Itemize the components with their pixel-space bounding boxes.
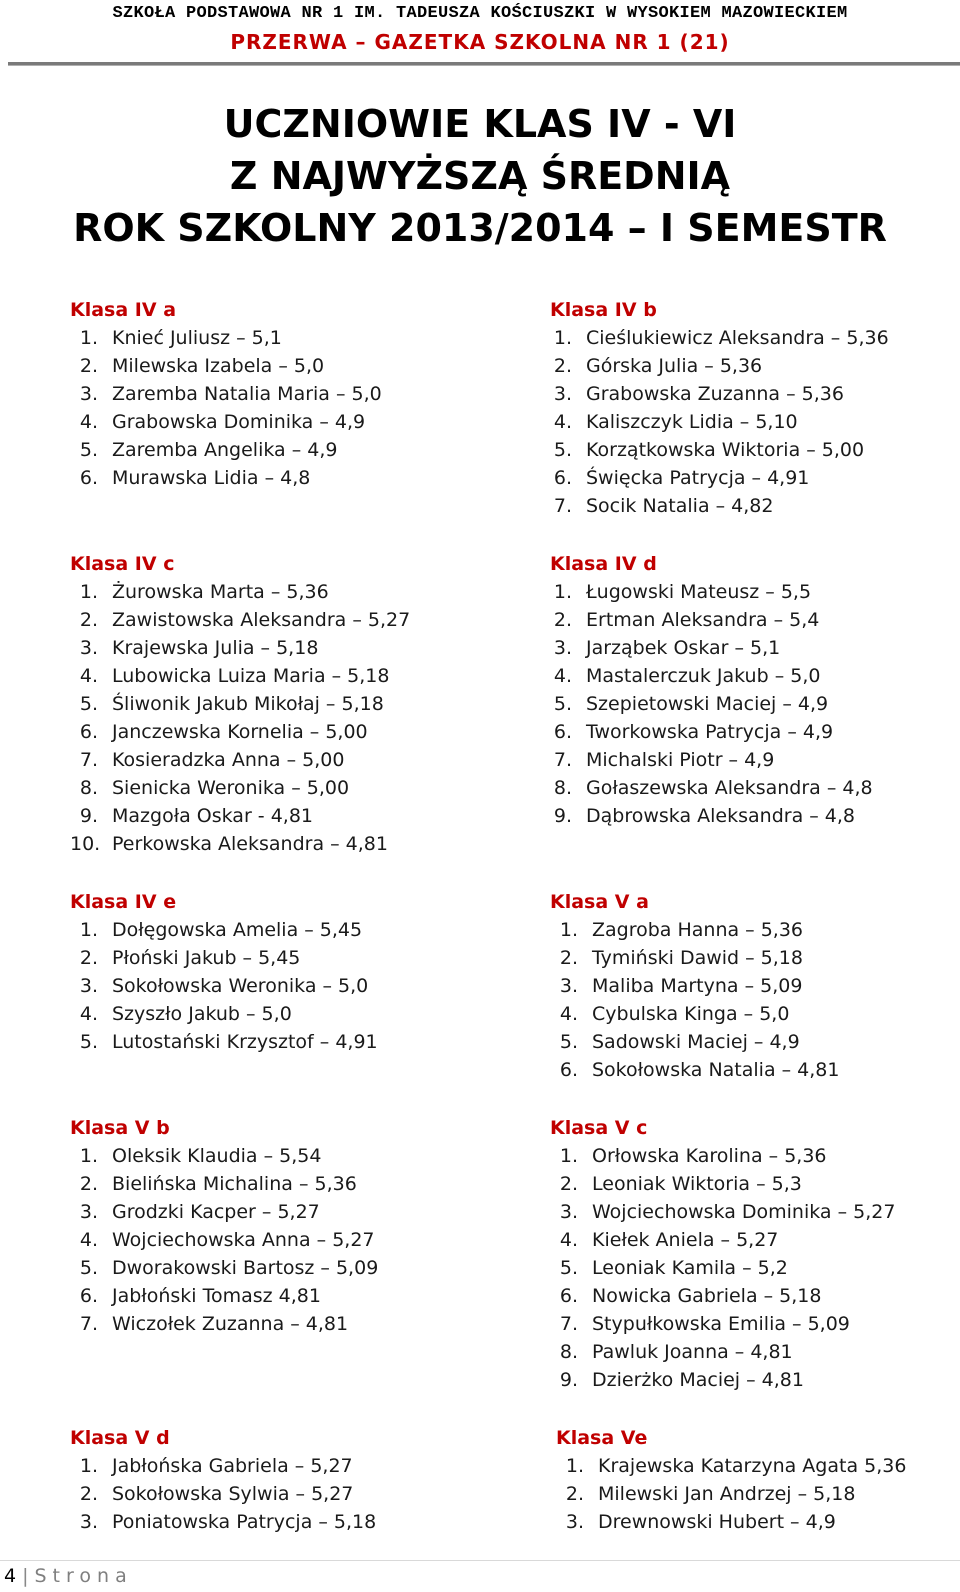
entry-text: Milewski Jan Andrzej – 5,18 [598, 1483, 856, 1505]
entry-number: 5. [79, 1257, 98, 1279]
footer-divider [0, 1560, 960, 1561]
school-name: SZKOŁA PODSTAWOWA NR 1 IM. TADEUSZA KOŚCIUSZKI W WYSOKIEM MAZOWIECKIEM [112, 4, 848, 23]
entry-text: Leoniak Wiktoria – 5,3 [592, 1173, 802, 1195]
header-divider [8, 62, 960, 66]
entry-number: 4. [553, 411, 572, 433]
entry-text: Kiełek Aniela – 5,27 [592, 1229, 779, 1251]
entry-number: 6. [79, 467, 98, 489]
entry-number: 2. [553, 609, 572, 631]
entry-number: 6. [553, 721, 572, 743]
entry-number: 5. [79, 693, 98, 715]
student-entry [550, 1198, 895, 1226]
entry-number: 3. [559, 1201, 578, 1223]
entry-text: Grabowska Dominika – 4,9 [112, 411, 366, 433]
entry-number: 3. [553, 637, 572, 659]
entry-text: Tymiński Dawid – 5,18 [592, 947, 803, 969]
entry-number: 1. [79, 1455, 98, 1477]
entry-text: Mazgoła Oskar - 4,81 [112, 805, 313, 827]
entry-number: 1. [79, 581, 98, 603]
student-entry [70, 1310, 378, 1338]
entry-number: 1. [79, 327, 98, 349]
entry-number: 9. [79, 805, 98, 827]
entry-number: 8. [79, 777, 98, 799]
student-entry [550, 578, 873, 606]
entry-text: Gołaszewska Aleksandra – 4,8 [586, 777, 873, 799]
page-title [0, 98, 960, 254]
entry-number: 6. [79, 1285, 98, 1307]
entry-number: 2. [559, 947, 578, 969]
student-entry [556, 1508, 906, 1536]
student-entry [550, 718, 873, 746]
student-entry [70, 746, 410, 774]
student-entry [70, 972, 378, 1000]
entry-text: Zawistowska Aleksandra – 5,27 [112, 609, 411, 631]
entry-text: Dołęgowska Amelia – 5,45 [112, 919, 363, 941]
entry-text: Cybulska Kinga – 5,0 [592, 1003, 790, 1025]
entry-text: Korzątkowska Wiktoria – 5,00 [586, 439, 865, 461]
entry-text: Maliba Martyna – 5,09 [592, 975, 803, 997]
entry-text: Jarząbek Oskar – 5,1 [586, 637, 781, 659]
student-entry [70, 606, 410, 634]
entry-text: Stypułkowska Emilia – 5,09 [592, 1313, 850, 1335]
entry-number: 6. [559, 1059, 578, 1081]
class-heading: Klasa V c [550, 1117, 648, 1139]
entry-number: 6. [79, 721, 98, 743]
student-entry [70, 830, 410, 858]
entry-number: 7. [79, 749, 98, 771]
student-entry [550, 1366, 895, 1394]
entry-number: 5. [553, 693, 572, 715]
title-line-2: Z NAJWYŻSZĄ ŚREDNIĄ [229, 154, 731, 198]
entry-text: Orłowska Karolina – 5,36 [592, 1145, 827, 1167]
entry-number: 5. [559, 1031, 578, 1053]
entry-number: 2. [553, 355, 572, 377]
entry-number: 5. [79, 439, 98, 461]
entry-number: 3. [79, 637, 98, 659]
entry-number: 6. [553, 467, 572, 489]
entry-text: Lubowicka Luiza Maria – 5,18 [112, 665, 390, 687]
student-entry [550, 944, 839, 972]
student-entry [550, 1056, 839, 1084]
entry-text: Śliwonik Jakub Mikołaj – 5,18 [112, 693, 384, 715]
entry-text: Dzierżko Maciej – 4,81 [592, 1369, 804, 1391]
entry-number: 8. [559, 1341, 578, 1363]
student-entry [70, 802, 410, 830]
entry-text: Grodzki Kacper – 5,27 [112, 1201, 320, 1223]
student-entry [550, 436, 889, 464]
entry-text: Milewska Izabela – 5,0 [112, 355, 325, 377]
class-section-iv-a [70, 296, 382, 492]
student-entry [550, 408, 889, 436]
class-heading: Klasa Ve [556, 1427, 648, 1449]
entry-number: 2. [79, 1483, 98, 1505]
student-entry [550, 352, 889, 380]
entry-text: Zagroba Hanna – 5,36 [592, 919, 804, 941]
entry-number: 5. [79, 1031, 98, 1053]
entry-text: Krajewska Katarzyna Agata 5,36 [598, 1455, 907, 1477]
page-word: Strona [34, 1565, 133, 1587]
class-section-v-d [70, 1424, 376, 1536]
class-heading: Klasa V d [70, 1427, 170, 1449]
gazette-title: PRZERWA – GAZETKA SZKOLNA NR 1 (21) [230, 30, 730, 54]
entry-number: 1. [559, 1145, 578, 1167]
student-entry [550, 606, 873, 634]
entry-text: Ertman Aleksandra – 5,4 [586, 609, 820, 631]
entry-text: Mastalerczuk Jakub – 5,0 [586, 665, 821, 687]
entry-number: 2. [79, 1173, 98, 1195]
entry-text: Krajewska Julia – 5,18 [112, 637, 319, 659]
student-entry [70, 1198, 378, 1226]
class-section-v-b [70, 1114, 378, 1338]
student-entry [550, 1170, 895, 1198]
entry-number: 7. [553, 495, 572, 517]
class-heading: Klasa IV b [550, 299, 657, 321]
class-heading: Klasa V b [70, 1117, 170, 1139]
student-entry [70, 634, 410, 662]
entry-number: 8. [553, 777, 572, 799]
entry-number: 7. [553, 749, 572, 771]
student-entry [70, 1254, 378, 1282]
entry-text: Kosieradzka Anna – 5,00 [112, 749, 345, 771]
student-entry [556, 1480, 906, 1508]
student-entry [550, 324, 889, 352]
student-entry [550, 690, 873, 718]
entry-text: Murawska Lidia – 4,8 [112, 467, 311, 489]
entry-number: 4. [559, 1003, 578, 1025]
entry-text: Leoniak Kamila – 5,2 [592, 1257, 788, 1279]
student-entry [550, 662, 873, 690]
entry-number: 5. [553, 439, 572, 461]
entry-number: 3. [79, 1201, 98, 1223]
entry-number: 3. [79, 1511, 98, 1533]
page-number: 4 [4, 1565, 17, 1587]
class-section-iv-e [70, 888, 378, 1056]
entry-text: Szyszło Jakub – 5,0 [112, 1003, 292, 1025]
entry-text: Górska Julia – 5,36 [586, 355, 763, 377]
entry-text: Wojciechowska Dominika – 5,27 [592, 1201, 896, 1223]
student-entry [70, 464, 382, 492]
student-entry [70, 1142, 378, 1170]
entry-number: 6. [559, 1285, 578, 1307]
entry-text: Kaliszczyk Lidia – 5,10 [586, 411, 798, 433]
class-section-iv-b [550, 296, 889, 520]
footer-separator: | [22, 1565, 29, 1587]
entry-text: Grabowska Zuzanna – 5,36 [586, 383, 844, 405]
class-section-v-e [556, 1424, 906, 1536]
student-entry [550, 916, 839, 944]
entry-text: Bielińska Michalina – 5,36 [112, 1173, 357, 1195]
student-entry [70, 408, 382, 436]
student-entry [550, 1000, 839, 1028]
entry-number: 2. [559, 1173, 578, 1195]
entry-number: 5. [559, 1257, 578, 1279]
entry-number: 3. [559, 975, 578, 997]
page-footer [4, 1565, 133, 1587]
entry-number: 4. [79, 1003, 98, 1025]
entry-number: 3. [79, 383, 98, 405]
entry-text: Dąbrowska Aleksandra – 4,8 [586, 805, 856, 827]
entry-number: 1. [553, 327, 572, 349]
entry-text: Perkowska Aleksandra – 4,81 [112, 833, 388, 855]
student-entry [550, 1282, 895, 1310]
class-heading: Klasa IV d [550, 553, 657, 575]
entry-text: Pawluk Joanna – 4,81 [592, 1341, 793, 1363]
student-entry [70, 1480, 376, 1508]
class-section-iv-c [70, 550, 410, 858]
entry-text: Szepietowski Maciej – 4,9 [586, 693, 829, 715]
student-entry [70, 944, 378, 972]
entry-text: Knieć Juliusz – 5,1 [112, 327, 282, 349]
entry-number: 3. [565, 1511, 584, 1533]
entry-text: Jabłońska Gabriela – 5,27 [112, 1455, 353, 1477]
entry-text: Sadowski Maciej – 4,9 [592, 1031, 800, 1053]
class-heading: Klasa IV c [70, 553, 175, 575]
entry-text: Płoński Jakub – 5,45 [112, 947, 301, 969]
entry-text: Sokołowska Sylwia – 5,27 [112, 1483, 354, 1505]
entry-text: Cieślukiewicz Aleksandra – 5,36 [586, 327, 889, 349]
student-entry [70, 1226, 378, 1254]
student-entry [550, 380, 889, 408]
entry-text: Wiczołek Zuzanna – 4,81 [112, 1313, 349, 1335]
entry-number: 4. [553, 665, 572, 687]
entry-number: 3. [79, 975, 98, 997]
student-entry [550, 1254, 895, 1282]
entry-number: 4. [559, 1229, 578, 1251]
entry-number: 9. [559, 1369, 578, 1391]
entry-number: 9. [553, 805, 572, 827]
student-entry [550, 1142, 895, 1170]
student-entry [70, 1452, 376, 1480]
student-entry [70, 380, 382, 408]
title-line-1: UCZNIOWIE KLAS IV - VI [223, 102, 737, 146]
entry-text: Żurowska Marta – 5,36 [112, 581, 329, 603]
entry-number: 2. [79, 355, 98, 377]
entry-number: 1. [79, 1145, 98, 1167]
student-entry [70, 1282, 378, 1310]
student-entry [70, 436, 382, 464]
student-entry [70, 1508, 376, 1536]
entry-number: 2. [79, 609, 98, 631]
student-entry [550, 1226, 895, 1254]
entry-text: Poniatowska Patrycja – 5,18 [112, 1511, 377, 1533]
entry-number: 3. [553, 383, 572, 405]
student-entry [70, 690, 410, 718]
entry-text: Socik Natalia – 4,82 [586, 495, 774, 517]
student-entry [70, 718, 410, 746]
entry-text: Sienicka Weronika – 5,00 [112, 777, 350, 799]
class-heading: Klasa V a [550, 891, 649, 913]
title-line-3: ROK SZKOLNY 2013/2014 – I SEMESTR [73, 206, 887, 250]
student-entry [70, 578, 410, 606]
entry-text: Nowicka Gabriela – 5,18 [592, 1285, 822, 1307]
entry-text: Wojciechowska Anna – 5,27 [112, 1229, 375, 1251]
class-heading: Klasa IV a [70, 299, 177, 321]
student-entry [70, 916, 378, 944]
student-entry [70, 662, 410, 690]
entry-text: Drewnowski Hubert – 4,9 [598, 1511, 836, 1533]
student-entry [70, 1170, 378, 1198]
student-entry [550, 492, 889, 520]
class-section-v-a [550, 888, 839, 1084]
student-entry [550, 746, 873, 774]
student-entry [550, 1310, 895, 1338]
entry-text: Święcka Patrycja – 4,91 [586, 467, 810, 489]
student-entry [550, 1028, 839, 1056]
entry-text: Sokołowska Natalia – 4,81 [592, 1059, 840, 1081]
entry-number: 2. [79, 947, 98, 969]
entry-number: 2. [565, 1483, 584, 1505]
entry-number: 4. [79, 665, 98, 687]
entry-number: 10. [70, 833, 101, 855]
entry-number: 4. [79, 1229, 98, 1251]
class-heading: Klasa IV e [70, 891, 177, 913]
page-header [0, 0, 960, 70]
entry-text: Janczewska Kornelia – 5,00 [112, 721, 368, 743]
entry-text: Jabłoński Tomasz 4,81 [112, 1285, 321, 1307]
entry-number: 4. [79, 411, 98, 433]
entry-text: Michalski Piotr – 4,9 [586, 749, 775, 771]
entry-text: Sokołowska Weronika – 5,0 [112, 975, 369, 997]
entry-text: Oleksik Klaudia – 5,54 [112, 1145, 322, 1167]
student-entry [70, 324, 382, 352]
entry-text: Zaremba Natalia Maria – 5,0 [112, 383, 382, 405]
entry-text: Tworkowska Patrycja – 4,9 [586, 721, 834, 743]
entry-text: Ługowski Mateusz – 5,5 [586, 581, 812, 603]
entry-number: 1. [565, 1455, 584, 1477]
student-entry [550, 464, 889, 492]
student-entry [70, 1028, 378, 1056]
student-entry [556, 1452, 906, 1480]
entry-number: 7. [559, 1313, 578, 1335]
class-section-iv-d [550, 550, 873, 830]
entry-text: Lutostański Krzysztof – 4,91 [112, 1031, 378, 1053]
class-section-v-c [550, 1114, 895, 1394]
student-entry [70, 1000, 378, 1028]
student-entry [550, 1338, 895, 1366]
student-entry [550, 802, 873, 830]
student-entry [550, 774, 873, 802]
entry-number: 1. [79, 919, 98, 941]
entry-number: 1. [559, 919, 578, 941]
student-entry [70, 352, 382, 380]
entry-text: Zaremba Angelika – 4,9 [112, 439, 338, 461]
student-entry [550, 972, 839, 1000]
student-entry [550, 634, 873, 662]
entry-number: 7. [79, 1313, 98, 1335]
student-entry [70, 774, 410, 802]
entry-text: Dworakowski Bartosz – 5,09 [112, 1257, 379, 1279]
entry-number: 1. [553, 581, 572, 603]
